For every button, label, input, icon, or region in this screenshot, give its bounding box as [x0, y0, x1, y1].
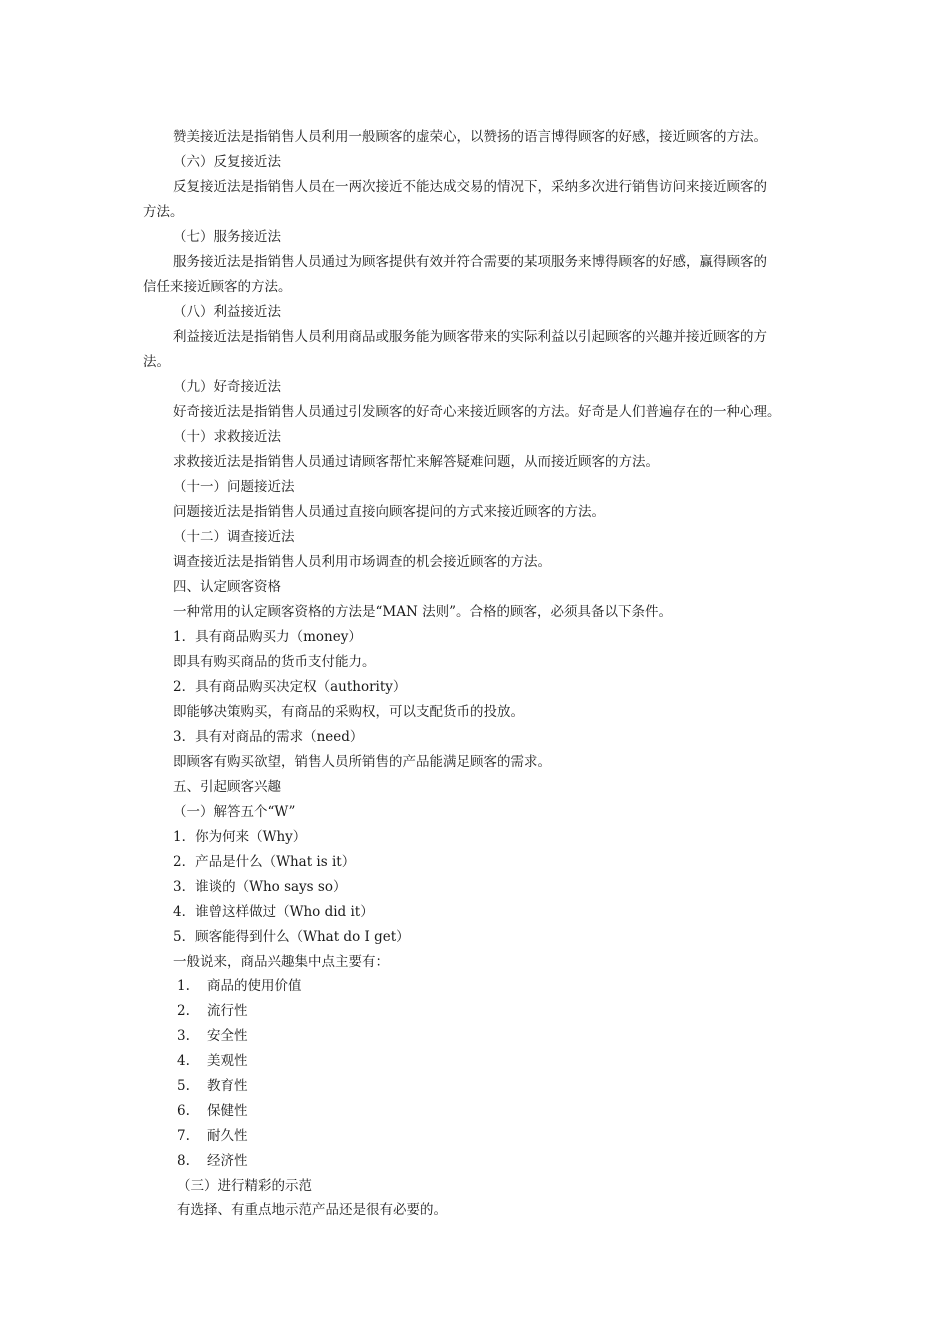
section-heading-qualify: 四、认定顾客资格 [173, 579, 281, 595]
paragraph-question-approach: 问题接近法是指销售人员通过直接向顾客提问的方式来接近顾客的方法。 [173, 504, 605, 520]
list-text: 保健性 [207, 1103, 248, 1119]
list-number: 8. [177, 1153, 190, 1169]
heading-curiosity-approach: （九）好奇接近法 [173, 379, 281, 395]
list-item [177, 1102, 248, 1120]
condition-need-desc: 即顾客有购买欲望，销售人员所销售的产品能满足顾客的需求。 [173, 754, 551, 770]
paragraph-demonstration: 有选择、有重点地示范产品还是很有必要的。 [177, 1202, 447, 1218]
condition-authority-desc: 即能够决策购买，有商品的采购权，可以支配货币的投放。 [173, 704, 524, 720]
heading-service-approach: （七）服务接近法 [173, 229, 281, 245]
list-number: 5. [177, 1078, 190, 1094]
heading-benefit-approach: （八）利益接近法 [173, 304, 281, 320]
list-item [177, 1027, 248, 1045]
list-item [177, 1127, 248, 1145]
paragraph-service-approach-cont: 信任来接近顾客的方法。 [143, 279, 292, 295]
section-heading-interest: 五、引起顾客兴趣 [173, 779, 281, 795]
heading-survey-approach: （十二）调查接近法 [173, 529, 295, 545]
list-number: 4. [177, 1053, 190, 1069]
paragraph-benefit-approach-cont: 法。 [143, 354, 170, 370]
paragraph-help-approach: 求救接近法是指销售人员通过请顾客帮忙来解答疑难问题，从而接近顾客的方法。 [173, 454, 659, 470]
condition-authority: 2．具有商品购买决定权（authority） [173, 679, 407, 695]
condition-money: 1．具有商品购买力（money） [173, 629, 362, 645]
w-item-who-says: 3．谁谈的（Who says so） [173, 879, 347, 895]
list-number: 2. [177, 1003, 190, 1019]
list-number: 3. [177, 1028, 190, 1044]
list-text: 安全性 [207, 1028, 248, 1044]
paragraph-repeat-approach: 反复接近法是指销售人员在一两次接近不能达成交易的情况下，采纳多次进行销售访问来接近顾客的 [173, 179, 767, 195]
heading-question-approach: （十一）问题接近法 [173, 479, 295, 495]
list-item [177, 1077, 248, 1095]
list-text: 教育性 [207, 1078, 248, 1094]
paragraph-man-rule: 一种常用的认定顾客资格的方法是“MAN 法则”。合格的顾客，必须具备以下条件。 [173, 604, 672, 620]
w-item-why: 1．你为何来（Why） [173, 829, 307, 845]
heading-five-w: （一）解答五个“W” [173, 804, 296, 820]
paragraph-curiosity-approach: 好奇接近法是指销售人员通过引发顾客的好奇心来接近顾客的方法。好奇是人们普遍存在的一种心理。 [173, 404, 781, 420]
heading-repeat-approach: （六）反复接近法 [173, 154, 281, 170]
list-number: 6. [177, 1103, 190, 1119]
paragraph-benefit-approach: 利益接近法是指销售人员利用商品或服务能为顾客带来的实际利益以引起顾客的兴趣并接近顾客的方 [173, 329, 767, 345]
paragraph-service-approach: 服务接近法是指销售人员通过为顾客提供有效并符合需要的某项服务来博得顾客的好感，赢得顾客的 [173, 254, 767, 270]
list-item [177, 1052, 248, 1070]
list-item [177, 1002, 248, 1020]
list-text: 美观性 [207, 1053, 248, 1069]
list-item [177, 1152, 248, 1170]
paragraph-repeat-approach-cont: 方法。 [143, 204, 184, 220]
list-number: 1. [177, 978, 190, 994]
heading-help-approach: （十）求救接近法 [173, 429, 281, 445]
paragraph-interest-intro: 一般说来，商品兴趣集中点主要有： [173, 954, 389, 970]
w-item-what: 2．产品是什么（What is it） [173, 854, 356, 870]
w-item-what-get: 5．顾客能得到什么（What do I get） [173, 929, 410, 945]
list-text: 流行性 [207, 1003, 248, 1019]
paragraph-survey-approach: 调查接近法是指销售人员利用市场调查的机会接近顾客的方法。 [173, 554, 551, 570]
list-text: 经济性 [207, 1153, 248, 1169]
condition-need: 3．具有对商品的需求（need） [173, 729, 364, 745]
w-item-who-did: 4．谁曾这样做过（Who did it） [173, 904, 374, 920]
list-number: 7. [177, 1128, 190, 1144]
list-item [177, 977, 302, 995]
heading-demonstration: （三）进行精彩的示范 [177, 1178, 312, 1194]
condition-money-desc: 即具有购买商品的货币支付能力。 [173, 654, 376, 670]
paragraph-praise-approach: 赞美接近法是指销售人员利用一般顾客的虚荣心，以赞扬的语言博得顾客的好感，接近顾客的方法。 [173, 129, 767, 145]
list-text: 耐久性 [207, 1128, 248, 1144]
list-text: 商品的使用价值 [207, 978, 302, 994]
